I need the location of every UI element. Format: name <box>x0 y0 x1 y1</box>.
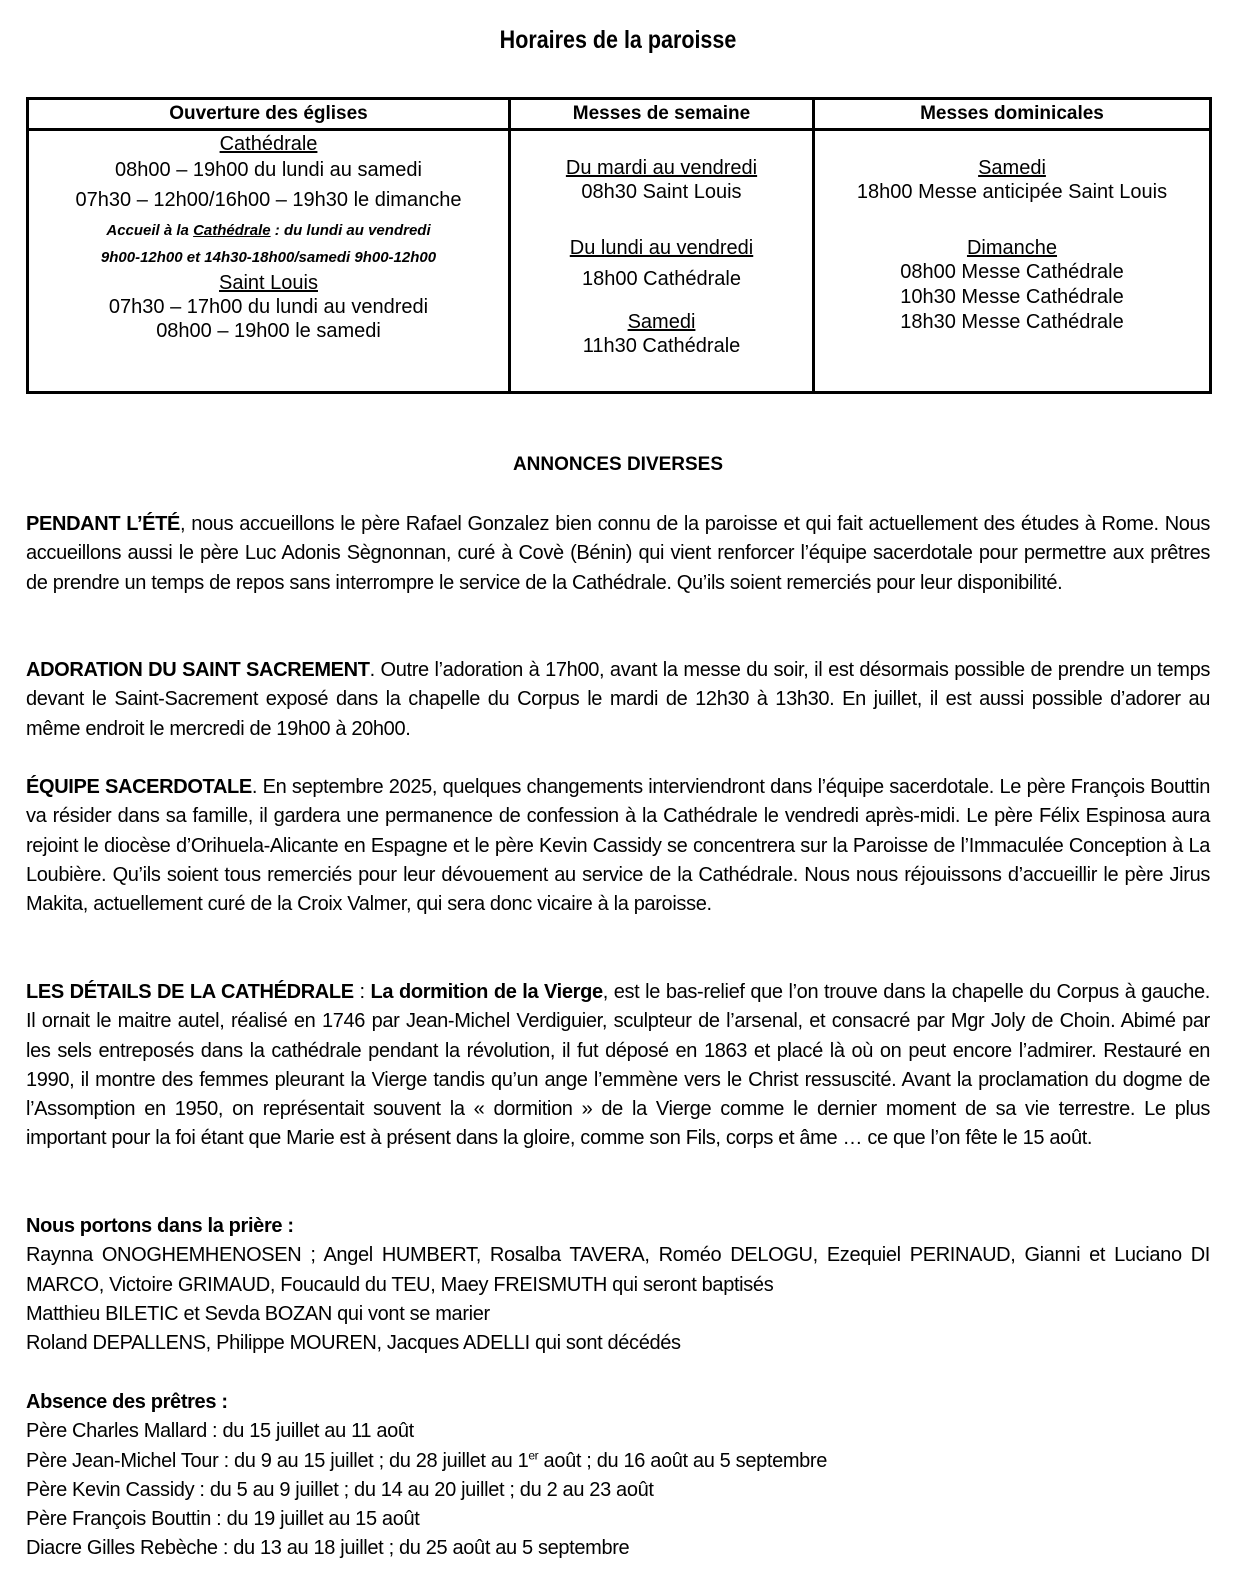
mass-time: 08h00 Messe Cathédrale <box>900 261 1124 283</box>
paragraph-equipe: ÉQUIPE SACERDOTALE. En septembre 2025, quelques changements interviendront dans l’équipe sacerdotale. Le père François Bouttin va résider dans sa famille, il gardera une permanence de confession à la Cathédrale le vendredi après-midi. Le père Félix Espinosa aura rejoint le diocèse d’Orihuela-Alicante en Espagne et le père Kevin Cassidy se concentrera sur la Paroisse de l’Immaculée Conception à La Loubière. Qu’ils soient tous remerciés pour leur dévouement au service de la Cathédrale. Nous nous réjouissons d’accueillir le père Jirus Makita, actuellement curé de la Croix Valmer, qui sera donc vicaire à la paroisse. <box>26 776 1210 916</box>
accueil-hours: 9h00-12h00 et 14h30-18h00/samedi 9h00-12h00 <box>100 249 437 266</box>
hours-line: 08h00 – 19h00 le samedi <box>156 320 381 342</box>
paragraph-adoration: ADORATION DU SAINT SACREMENT. Outre l’adoration à 17h00, avant la messe du soir, il est désormais possible de prendre un temps devant le Saint-Sacrement exposé dans la chapelle du Corpus le mardi de 12h30 à 13h30. En juillet, il est aussi possible d’adorer au même endroit le mercredi de 19h00 à 20h00. <box>26 659 1210 740</box>
mass-time: 10h30 Messe Cathédrale <box>900 286 1124 308</box>
cell-ouverture <box>28 130 510 393</box>
paragraph-heading: LES DÉTAILS DE LA CATHÉDRALE <box>26 981 354 1003</box>
schedule-table <box>26 97 1212 394</box>
priere-heading: Nous portons dans la prière : <box>26 1215 294 1237</box>
place-saint-louis: Saint Louis <box>219 272 318 294</box>
absence-item: Père François Bouttin : du 19 juillet au 15 août <box>26 1508 420 1531</box>
absence-item: Père Jean-Michel Tour : du 9 au 15 juillet ; du 28 juillet au 1er août ; du 16 août au 5 septembre <box>26 1447 828 1472</box>
header-messes-dominicales: Messes dominicales <box>814 99 1211 130</box>
day-label: Du lundi au vendredi <box>569 237 754 259</box>
paragraph-heading: ADORATION DU SAINT SACREMENT <box>26 659 370 681</box>
mass-time: 18h00 Cathédrale <box>581 268 741 290</box>
paragraph-details: LES DÉTAILS DE LA CATHÉDRALE : La dormition de la Vierge, est le bas-relief que l’on trouve dans la chapelle du Corpus à gauche. Il ornait le maitre autel, réalisé en 1746 par Jean-Michel Verdiguier, sculpteur de l’arsenal, et consacré par Mgr Joly de Choin. Abimé par les sels entreposés dans la cathédrale pendant la révolution, il fut déposé en 1863 et placé là où on peut encore l’admirer. Restauré en 1990, il montre des femmes pleurant la Vierge tandis qu’un ange l’emmène vers le Christ ressuscité. Avant la proclamation du dogme de l’Assomption en 1950, on représentait souvent la « dormition » de la Vierge comme le dernier moment de sa vie terrestre. Le plus important pour la foi étant que Marie est à présent dans la gloire, comme son Fils, corps et âme … ce que l’on fête le 15 août. <box>26 981 1211 1150</box>
paragraph-heading: ÉQUIPE SACERDOTALE <box>26 776 252 798</box>
hours-line: 07h30 – 17h00 du lundi au vendredi <box>108 296 429 318</box>
priere-section <box>26 1212 1210 1358</box>
annonces-title: ANNONCES DIVERSES <box>512 454 724 475</box>
mass-time: 18h00 Messe anticipée Saint Louis <box>856 181 1168 203</box>
absence-section <box>26 1388 1210 1564</box>
page-title: Horaires de la paroisse <box>499 26 737 54</box>
mass-time: 08h30 Saint Louis <box>581 181 742 203</box>
absence-item: Père Kevin Cassidy : du 5 au 9 juillet ; du 14 au 20 juillet ; du 2 au 23 août <box>26 1478 654 1501</box>
paragraph-ete: PENDANT L’ÉTÉ, nous accueillons le père Rafael Gonzalez bien connu de la paroisse et qui fait actuellement des études à Rome. Nous accueillons aussi le père Luc Adonis Sègnonnan, curé à Covè (Bénin) qui vient renforcer l’équipe sacerdotale pour permettre aux prêtres de prendre un temps de repos sans interrompre le service de la Cathédrale. Qu’ils soient remerciés pour leur disponibilité. <box>26 513 1210 594</box>
day-label: Du mardi au vendredi <box>565 157 758 179</box>
cell-messes-semaine <box>510 130 814 393</box>
absence-item: Diacre Gilles Rebèche : du 13 au 18 juillet ; du 25 août au 5 septembre <box>26 1537 630 1560</box>
day-label: Dimanche <box>966 237 1058 259</box>
place-cathedrale: Cathédrale <box>219 133 318 155</box>
priere-decedes: Roland DEPALLENS, Philippe MOUREN, Jacques ADELLI qui sont décédés <box>26 1332 681 1355</box>
day-label: Samedi <box>978 157 1046 179</box>
mass-time: 18h30 Messe Cathédrale <box>900 311 1124 333</box>
day-label: Samedi <box>627 311 696 333</box>
header-messes-semaine: Messes de semaine <box>510 99 814 130</box>
absence-item: Père Charles Mallard : du 15 juillet au 11 août <box>26 1420 414 1443</box>
mass-time: 11h30 Cathédrale <box>582 335 741 357</box>
schedule-header-row <box>28 99 1211 130</box>
paragraph-subheading: La dormition de la Vierge <box>370 981 603 1003</box>
cell-messes-dominicales <box>814 130 1211 393</box>
hours-line: 07h30 – 12h00/16h00 – 19h30 le dimanche <box>75 189 462 211</box>
absence-heading: Absence des prêtres : <box>26 1391 228 1413</box>
priere-baptises: Raynna ONOGHEMHENOSEN ; Angel HUMBERT, Rosalba TAVERA, Roméo DELOGU, Ezequiel PERINAUD, Gianni et Luciano DI MARCO, Victoire GRIMAUD, Foucauld du TEU, Maey FREISMUTH qui seront baptisés <box>26 1244 1210 1296</box>
paragraph-heading: PENDANT L’ÉTÉ <box>26 513 181 535</box>
hours-line: 08h00 – 19h00 du lundi au samedi <box>115 159 422 181</box>
header-ouverture: Ouverture des églises <box>28 99 510 130</box>
accueil-line: Accueil à la Cathédrale : du lundi au vendredi <box>106 222 431 239</box>
priere-maries: Matthieu BILETIC et Sevda BOZAN qui vont se marier <box>26 1302 490 1325</box>
schedule-body-row <box>28 130 1211 393</box>
